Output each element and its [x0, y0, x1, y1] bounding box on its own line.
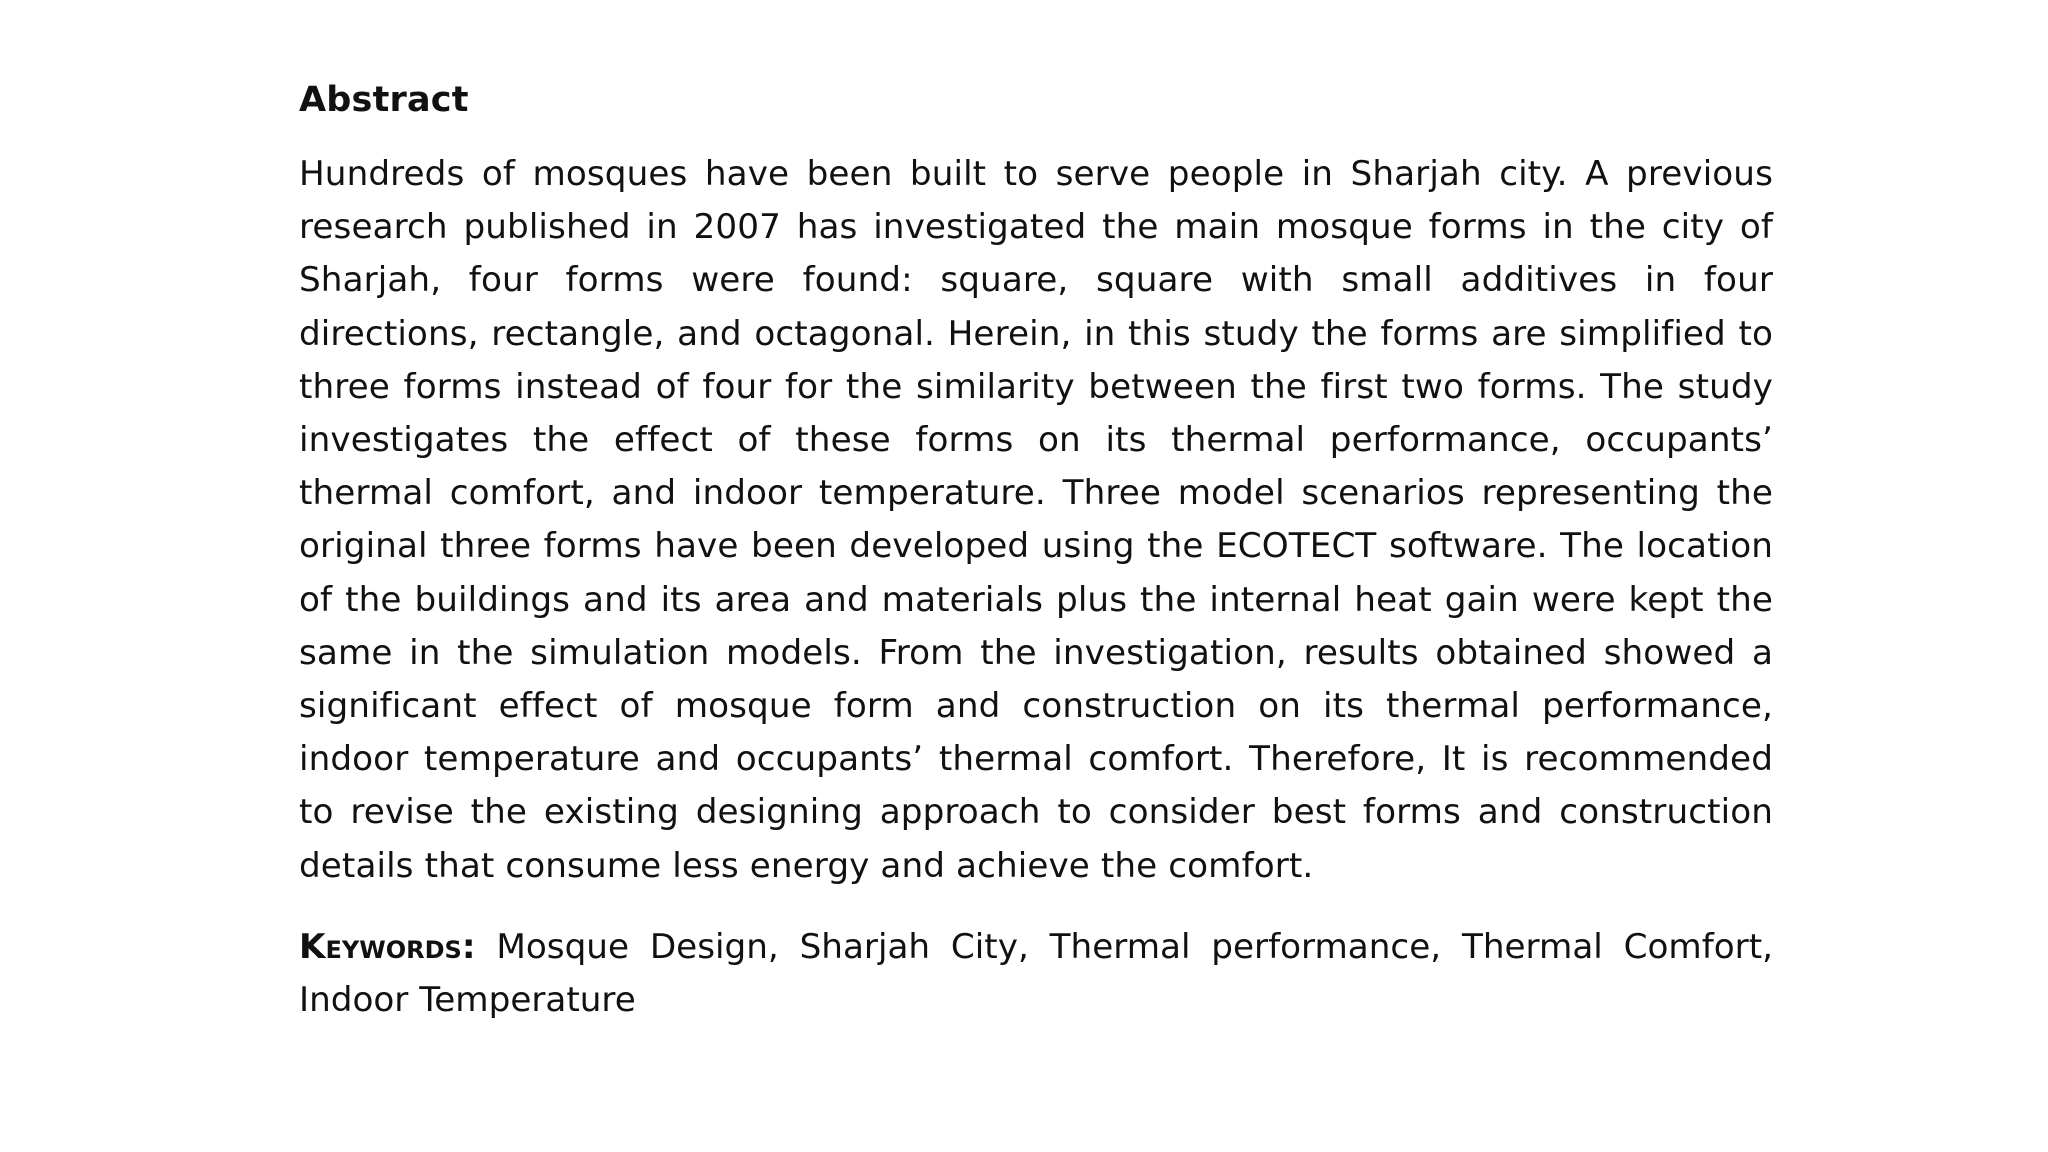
keywords-text: Mosque Design, Sharjah City, Thermal performance, Thermal Comfort, Indoor Temperature: [299, 926, 1773, 1021]
keywords-paragraph: [299, 921, 1773, 1027]
keywords-label: Keywords:: [299, 926, 476, 967]
abstract-page: [299, 70, 1773, 1027]
abstract-body: Hundreds of mosques have been built to serve people in Sharjah city. A previous research published in 2007 has investigated the main mosque forms in the city of Sharjah, four forms were found: square, square with small additives in four directions, rectangle, and octagonal. Herein, in this study the forms are simplified to three forms instead of four for the similarity between the first two forms. The study investigates the effect of these forms on its thermal performance, occupants’ thermal comfort, and indoor temperature. Three model scenarios representing the original three forms have been developed using the ECOTECT software. The location of the buildings and its area and materials plus the internal heat gain were kept the same in the simulation models. From the investigation, results obtained showed a significant effect of mosque form and construction on its thermal performance, indoor temperature and occupants’ thermal comfort. Therefore, It is recommended to revise the existing designing approach to consider best forms and construction details that consume less energy and achieve the comfort.: [299, 154, 1773, 886]
abstract-heading: Abstract: [299, 80, 469, 120]
